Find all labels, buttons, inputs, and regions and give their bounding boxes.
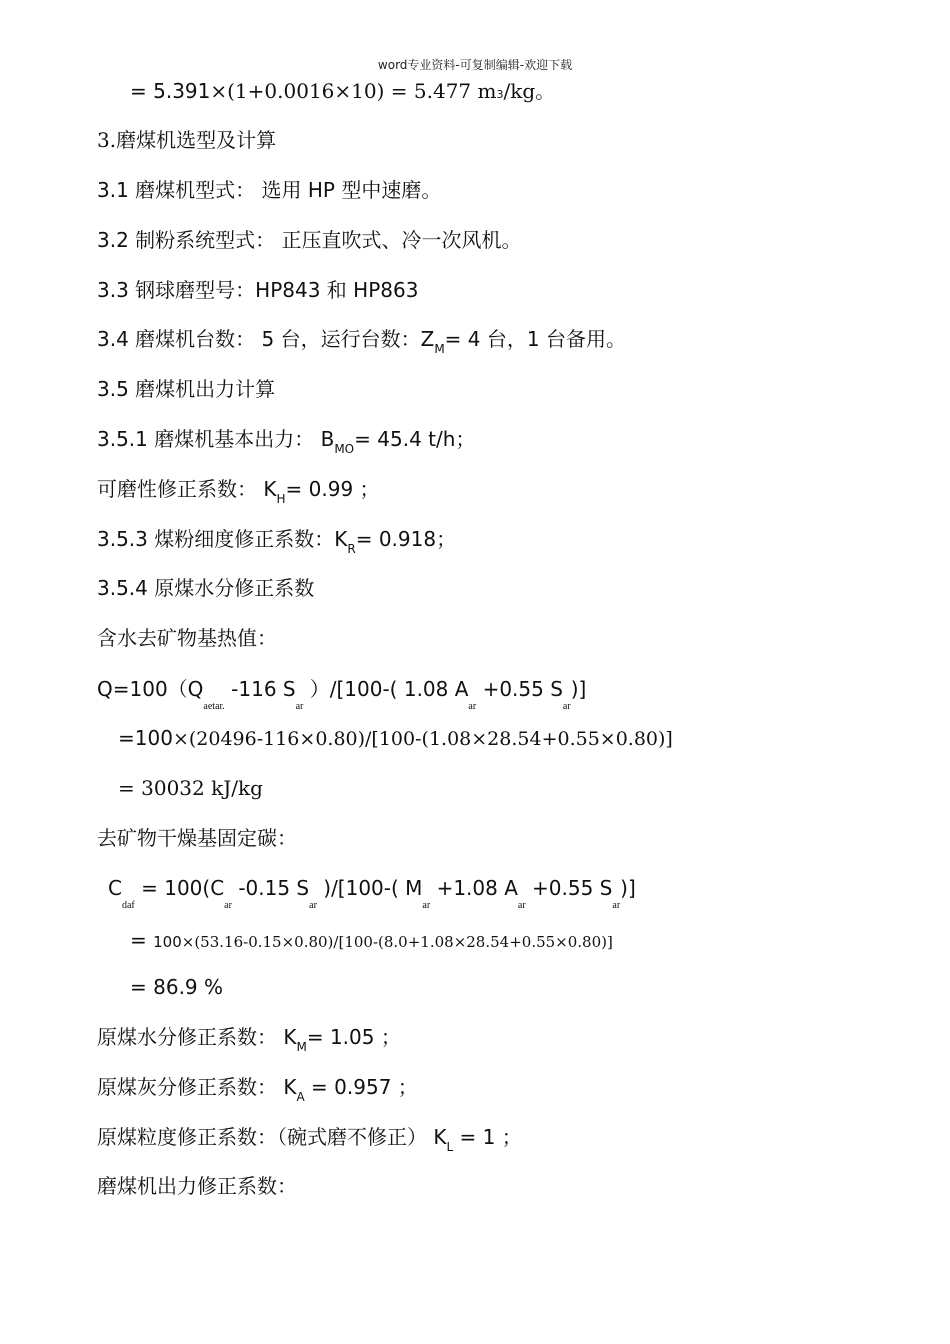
- section-3-1: 3.1 磨煤机型式： 选用 HP 型中速磨。: [97, 178, 442, 202]
- page-header: word专业资料-可复制编辑-欢迎下载: [377, 58, 573, 72]
- heat-value-result: = 30032 kJ/kg: [118, 776, 263, 800]
- fixed-carbon-formula: $C_{daf} = 100(C_{ar}$ -0.15 $S_{ar}$ )/[100-( $M_{ar} +1.08$ $A_{ar} +0.55$ $S_{ar}$)]: [108, 876, 636, 911]
- fixed-carbon-result: = 86.9 %: [130, 975, 224, 999]
- section-3-5-1: 3.5.1 磨煤机基本出力： $B_{MO}= 45.4$ t/h；: [97, 427, 476, 456]
- heat-value-substitution: =100×(20496-116×0.80)/[100-(1.08×28.54+0.55×0.80)]: [118, 726, 673, 750]
- section-3-2: 3.2 制粉系统型式： 正压直吹式、冷一次风机。: [97, 228, 522, 252]
- section-3-5-3: 3.5.3 煤粉细度修正系数：$K_R= 0.918$；: [97, 527, 457, 556]
- output-factor-label: 磨煤机出力修正系数：: [97, 1174, 297, 1198]
- section-3-4: 3.4 磨煤机台数： 5 台，运行台数：$Z_M= 4$ 台，1 台备用。: [97, 327, 626, 356]
- section-3-3: 3.3 钢球磨型号：HP843 和 HP863: [97, 278, 419, 302]
- heat-value-formula: $Q=100(Q_{aetar.}$ -116 $S_{ar}$ ）/[100-( 1.08 $A_{ar} +0.55$ $S_{ar}$)]: [97, 677, 587, 712]
- section-3-heading: 3.磨煤机选型及计算: [97, 128, 277, 152]
- size-factor: 原煤粒度修正系数：（碗式磨不修正） $K_L = 1$ ；: [97, 1125, 522, 1154]
- moisture-factor: 原煤水分修正系数： $K_M= 1.05$ ；: [97, 1025, 401, 1054]
- section-3-5-4: 3.5.4 原煤水分修正系数: [97, 576, 315, 600]
- ash-factor: 原煤灰分修正系数： $K_A = 0.957$ ；: [97, 1075, 418, 1104]
- heat-value-label: 含水去矿物基热值：: [97, 626, 277, 650]
- grindability-factor: 可磨性修正系数： $K_H= 0.99$ ；: [97, 477, 380, 506]
- equation-volume: = 5.391×(1+0.0016×10) = 5.477 m3/kg。: [130, 79, 556, 103]
- fixed-carbon-label: 去矿物干燥基固定碳：: [97, 826, 297, 850]
- section-3-5: 3.5 磨煤机出力计算: [97, 377, 276, 401]
- fixed-carbon-substitution: = 100×(53.16-0.15×0.80)/[100-(8.0+1.08×28.54+0.55×0.80)]: [130, 928, 613, 952]
